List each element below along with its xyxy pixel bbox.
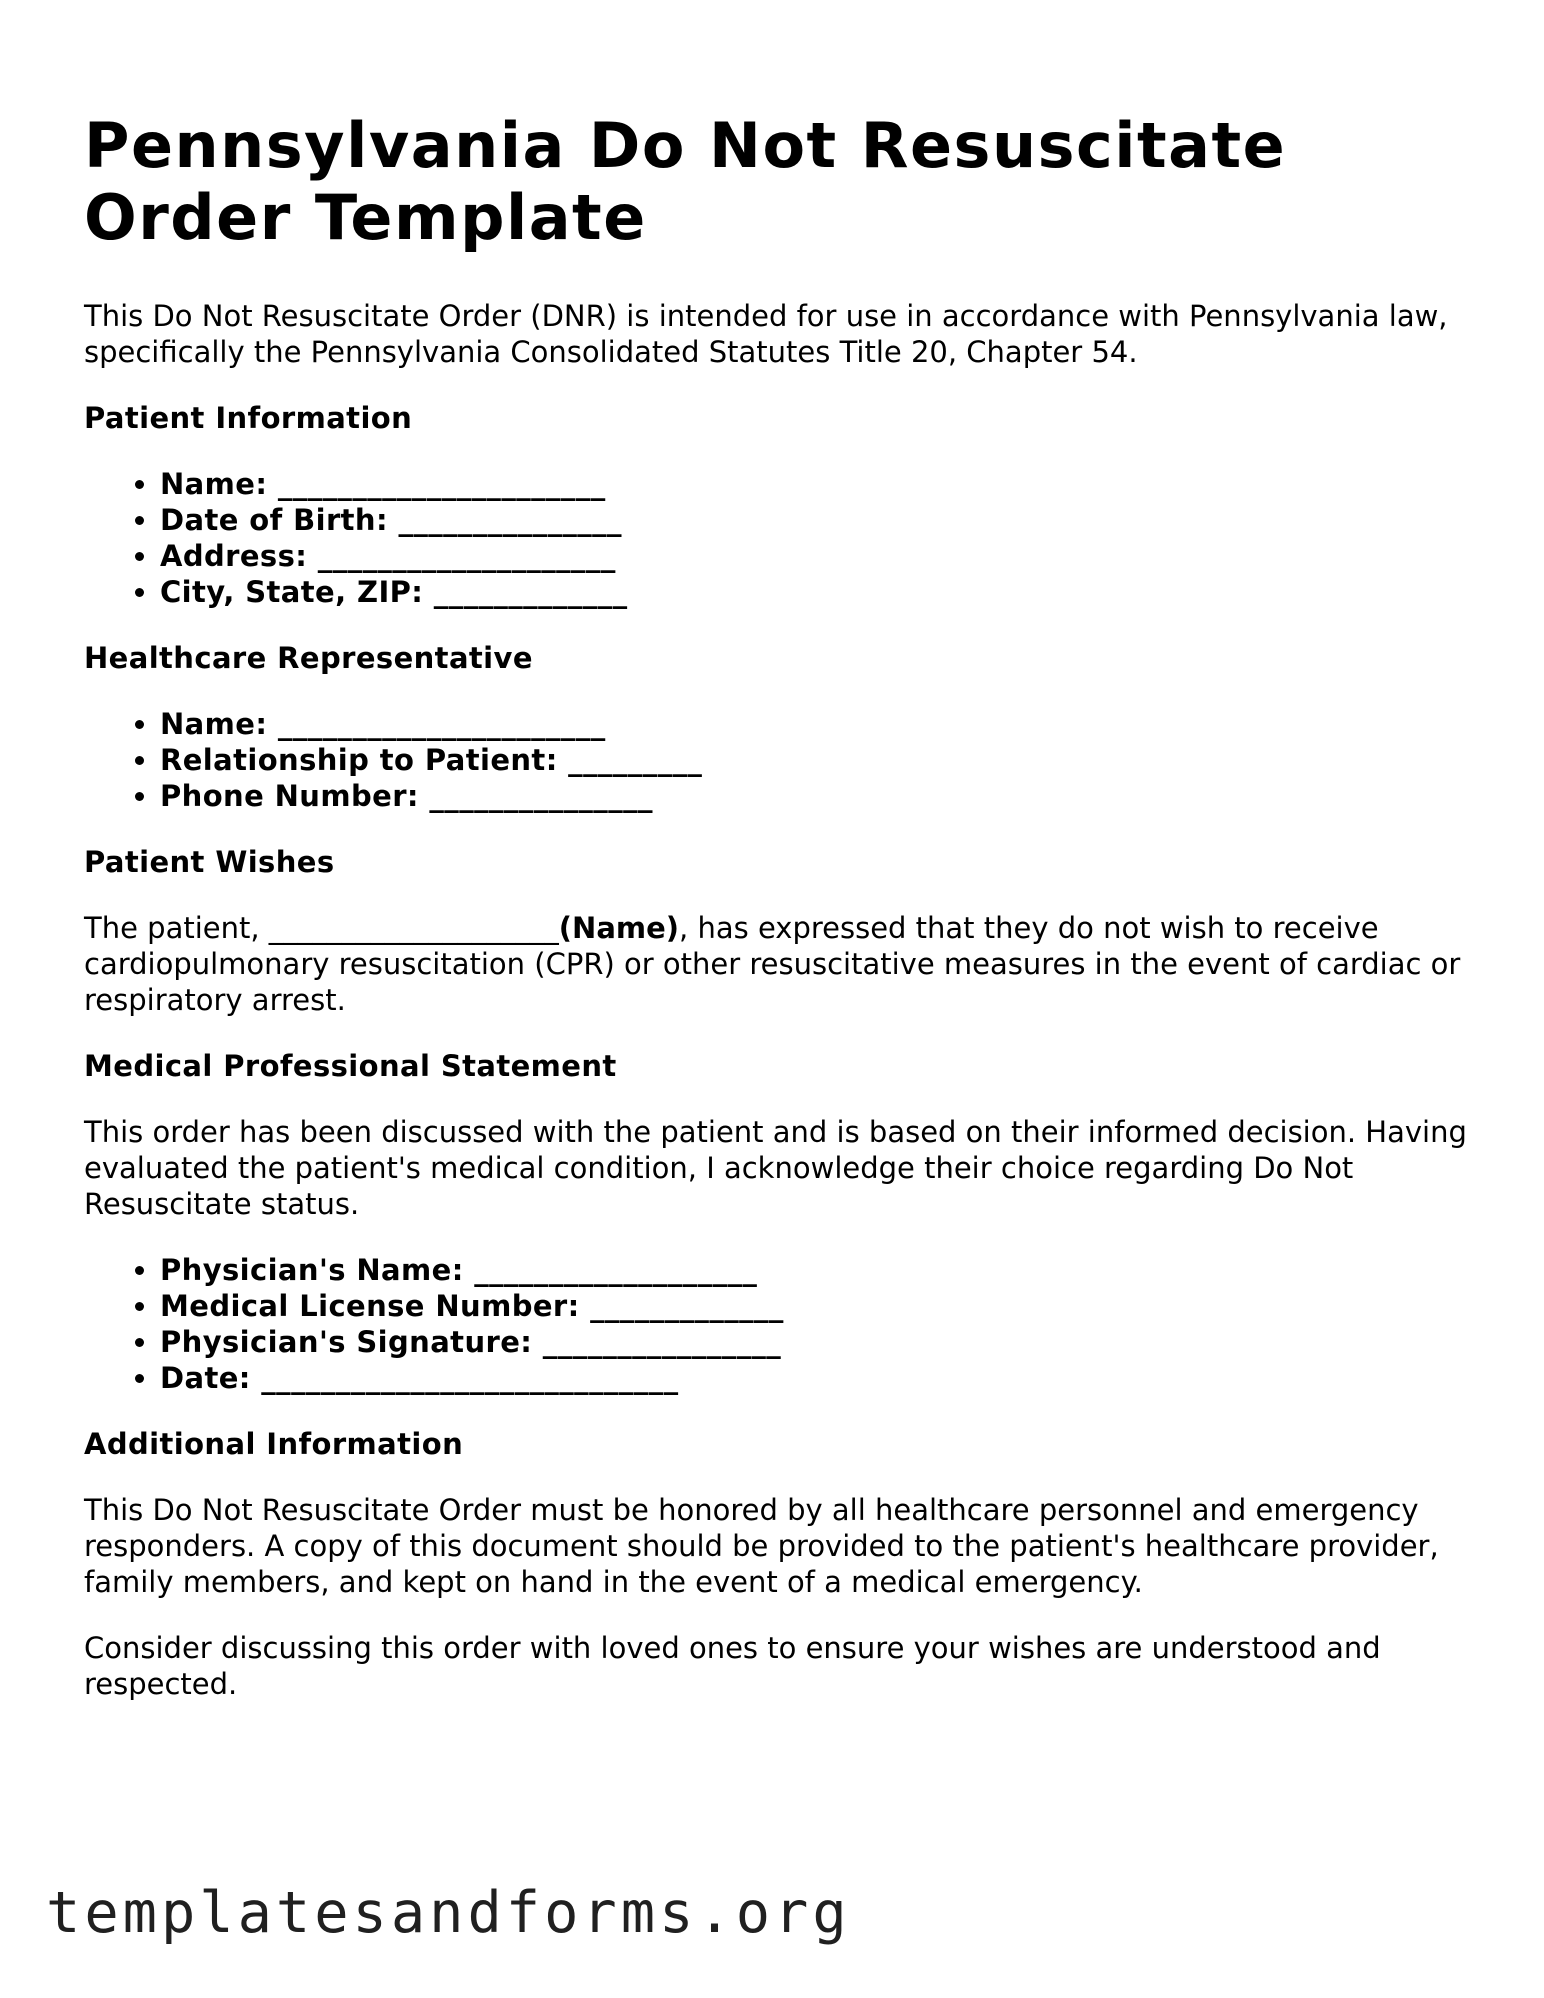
intro-paragraph: This Do Not Resuscitate Order (DNR) is intended for use in accordance with Pennsylvania law, specifically the Pennsylvania Consolidated Statutes Title 20, Chapter 54. [84,299,1448,369]
healthcare-rep-list [84,706,1484,814]
date-field: • Date: ____________________________ [160,1360,1484,1396]
patient-wishes-name-label: (Name) [558,911,680,945]
patient-wishes-heading: Patient Wishes [84,845,335,879]
physician-signature-field: • Physician's Signature: ________________ [160,1324,1484,1360]
watermark: templatesandforms.org [46,1880,851,1946]
patient-name-field: • Name: ______________________ [160,466,1484,502]
additional-info-paragraph-1: This Do Not Resuscitate Order must be honored by all healthcare personnel and emergency responders. A copy of this document should be provided to the patient's healthcare provider, family members, and kept on hand in the event of a medical emergency. [84,1493,1439,1599]
rep-relationship-field: • Relationship to Patient: _________ [160,742,1484,778]
physician-list [84,1252,1484,1396]
patient-info-heading: Patient Information [84,401,413,435]
healthcare-rep-heading: Healthcare Representative [84,641,533,675]
rep-phone-field: • Phone Number: _______________ [160,778,1484,814]
medical-license-field: • Medical License Number: _____________ [160,1288,1484,1324]
medical-statement-heading: Medical Professional Statement [84,1049,617,1083]
patient-info-list [84,466,1484,610]
physician-name-field: • Physician's Name: ___________________ [160,1252,1484,1288]
additional-info-heading: Additional Information [84,1427,464,1461]
additional-info-paragraph-2: Consider discussing this order with loved ones to ensure your wishes are understood and respected. [84,1631,1381,1701]
page-title: Pennsylvania Do Not Resuscitate Order Template [84,109,1287,254]
patient-address-field: • Address: ____________________ [160,538,1484,574]
patient-city-state-zip-field: • City, State, ZIP: _____________ [160,574,1484,610]
patient-wishes-paragraph [84,910,1484,1018]
document-page [84,110,1484,1702]
patient-wishes-text-before: The patient, ____________________ [84,911,559,945]
patient-dob-field: • Date of Birth: _______________ [160,502,1484,538]
patient-wishes-text-after: , has expressed that they do not wish to receive cardiopulmonary resuscitation (CPR) or other resuscitative measures in the event of cardiac or respiratory arrest. [84,911,1461,1017]
rep-name-field: • Name: ______________________ [160,706,1484,742]
medical-statement-paragraph: This order has been discussed with the patient and is based on their informed decision. Having evaluated the patient's medical condition, I acknowledge their choice regarding Do Not Resuscitate status. [84,1115,1467,1221]
